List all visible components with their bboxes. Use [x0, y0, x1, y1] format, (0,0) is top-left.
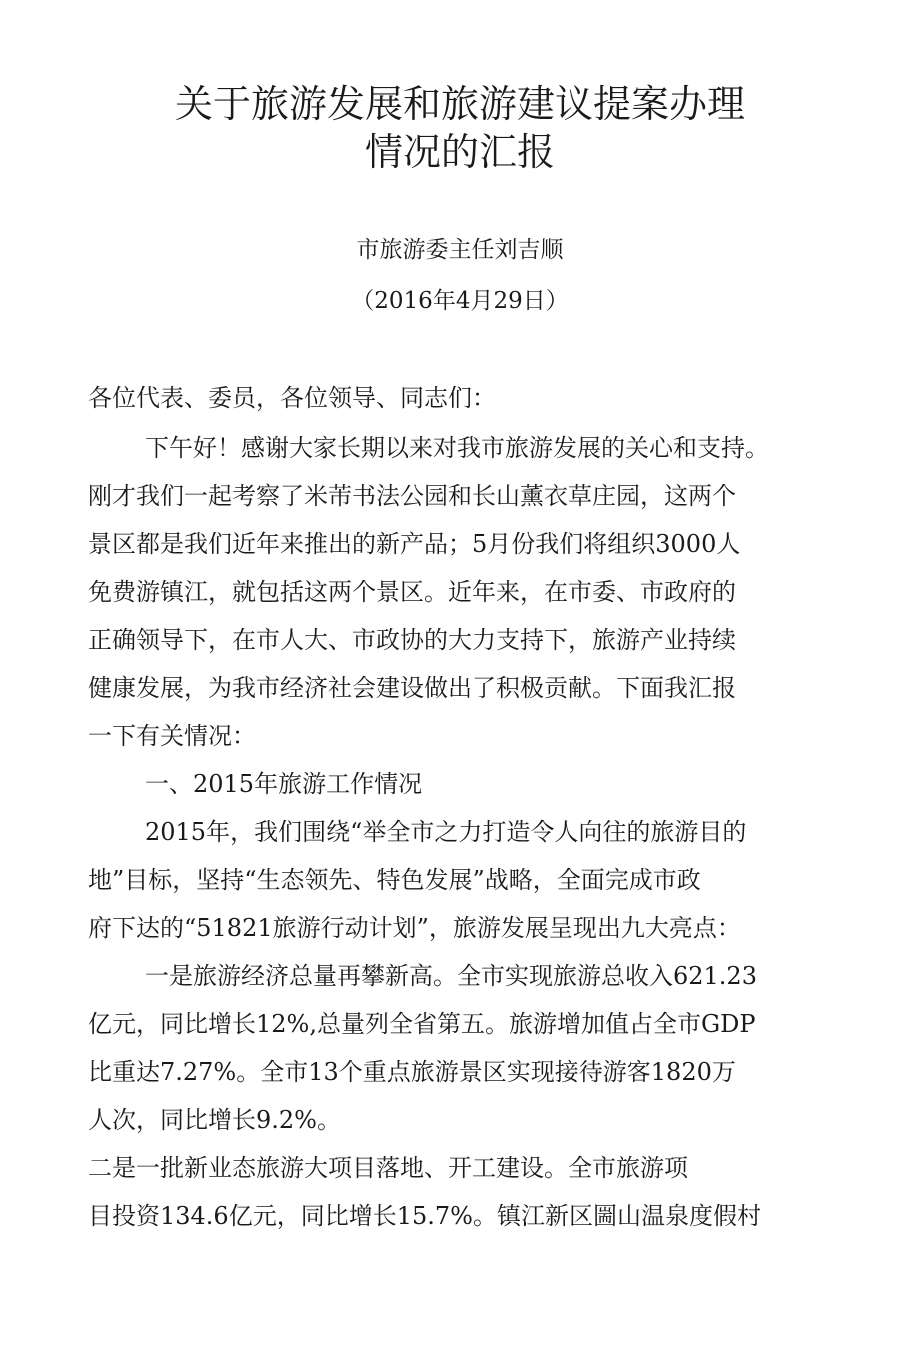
section-heading: 一、2015年旅游工作情况 [145, 770, 423, 798]
body-line: 刚才我们一起考察了米芾书法公园和长山薰衣草庄园，这两个 [88, 482, 736, 510]
date-line: （2016年4月29日） [351, 288, 569, 314]
body-line: 地”目标，坚持“生态领先、特色发展”战略，全面完成市政 [88, 866, 701, 894]
title-line-1: 关于旅游发展和旅游建议提案办理 [174, 82, 745, 126]
author-line: 市旅游委主任刘吉顺 [356, 237, 564, 263]
salutation: 各位代表、委员，各位领导、同志们： [88, 384, 496, 412]
body-line: 目投资134.6亿元，同比增长15.7%。镇江新区圌山温泉度假村 [88, 1202, 761, 1230]
body-line: 府下达的“51821旅游行动计划”，旅游发展呈现出九大亮点： [88, 914, 741, 942]
body-line: 一是旅游经济总量再攀新高。全市实现旅游总收入621.23 [145, 962, 757, 990]
body-line: 人次，同比增长9.2%。 [88, 1106, 341, 1134]
body-line: 下午好！感谢大家长期以来对我市旅游发展的关心和支持。 [145, 434, 769, 462]
body-line: 二是一批新业态旅游大项目落地、开工建设。全市旅游项 [88, 1154, 688, 1182]
body-line: 景区都是我们近年来推出的新产品；5月份我们将组织3000人 [88, 530, 741, 558]
body-line: 2015年，我们围绕“举全市之力打造令人向往的旅游目的 [145, 818, 747, 846]
title-line-2: 情况的汇报 [364, 130, 555, 174]
body-line: 比重达7.27%。全市13个重点旅游景区实现接待游客1820万 [88, 1058, 736, 1086]
body-line: 健康发展，为我市经济社会建设做出了积极贡献。下面我汇报 [88, 674, 736, 702]
body-line: 正确领导下，在市人大、市政协的大力支持下，旅游产业持续 [88, 626, 736, 654]
body-line: 一下有关情况： [88, 722, 256, 750]
body-line: 免费游镇江，就包括这两个景区。近年来，在市委、市政府的 [88, 578, 736, 606]
body-line: 亿元，同比增长12%,总量列全省第五。旅游增加值占全市GDP [88, 1010, 756, 1038]
document-title [0, 80, 920, 176]
